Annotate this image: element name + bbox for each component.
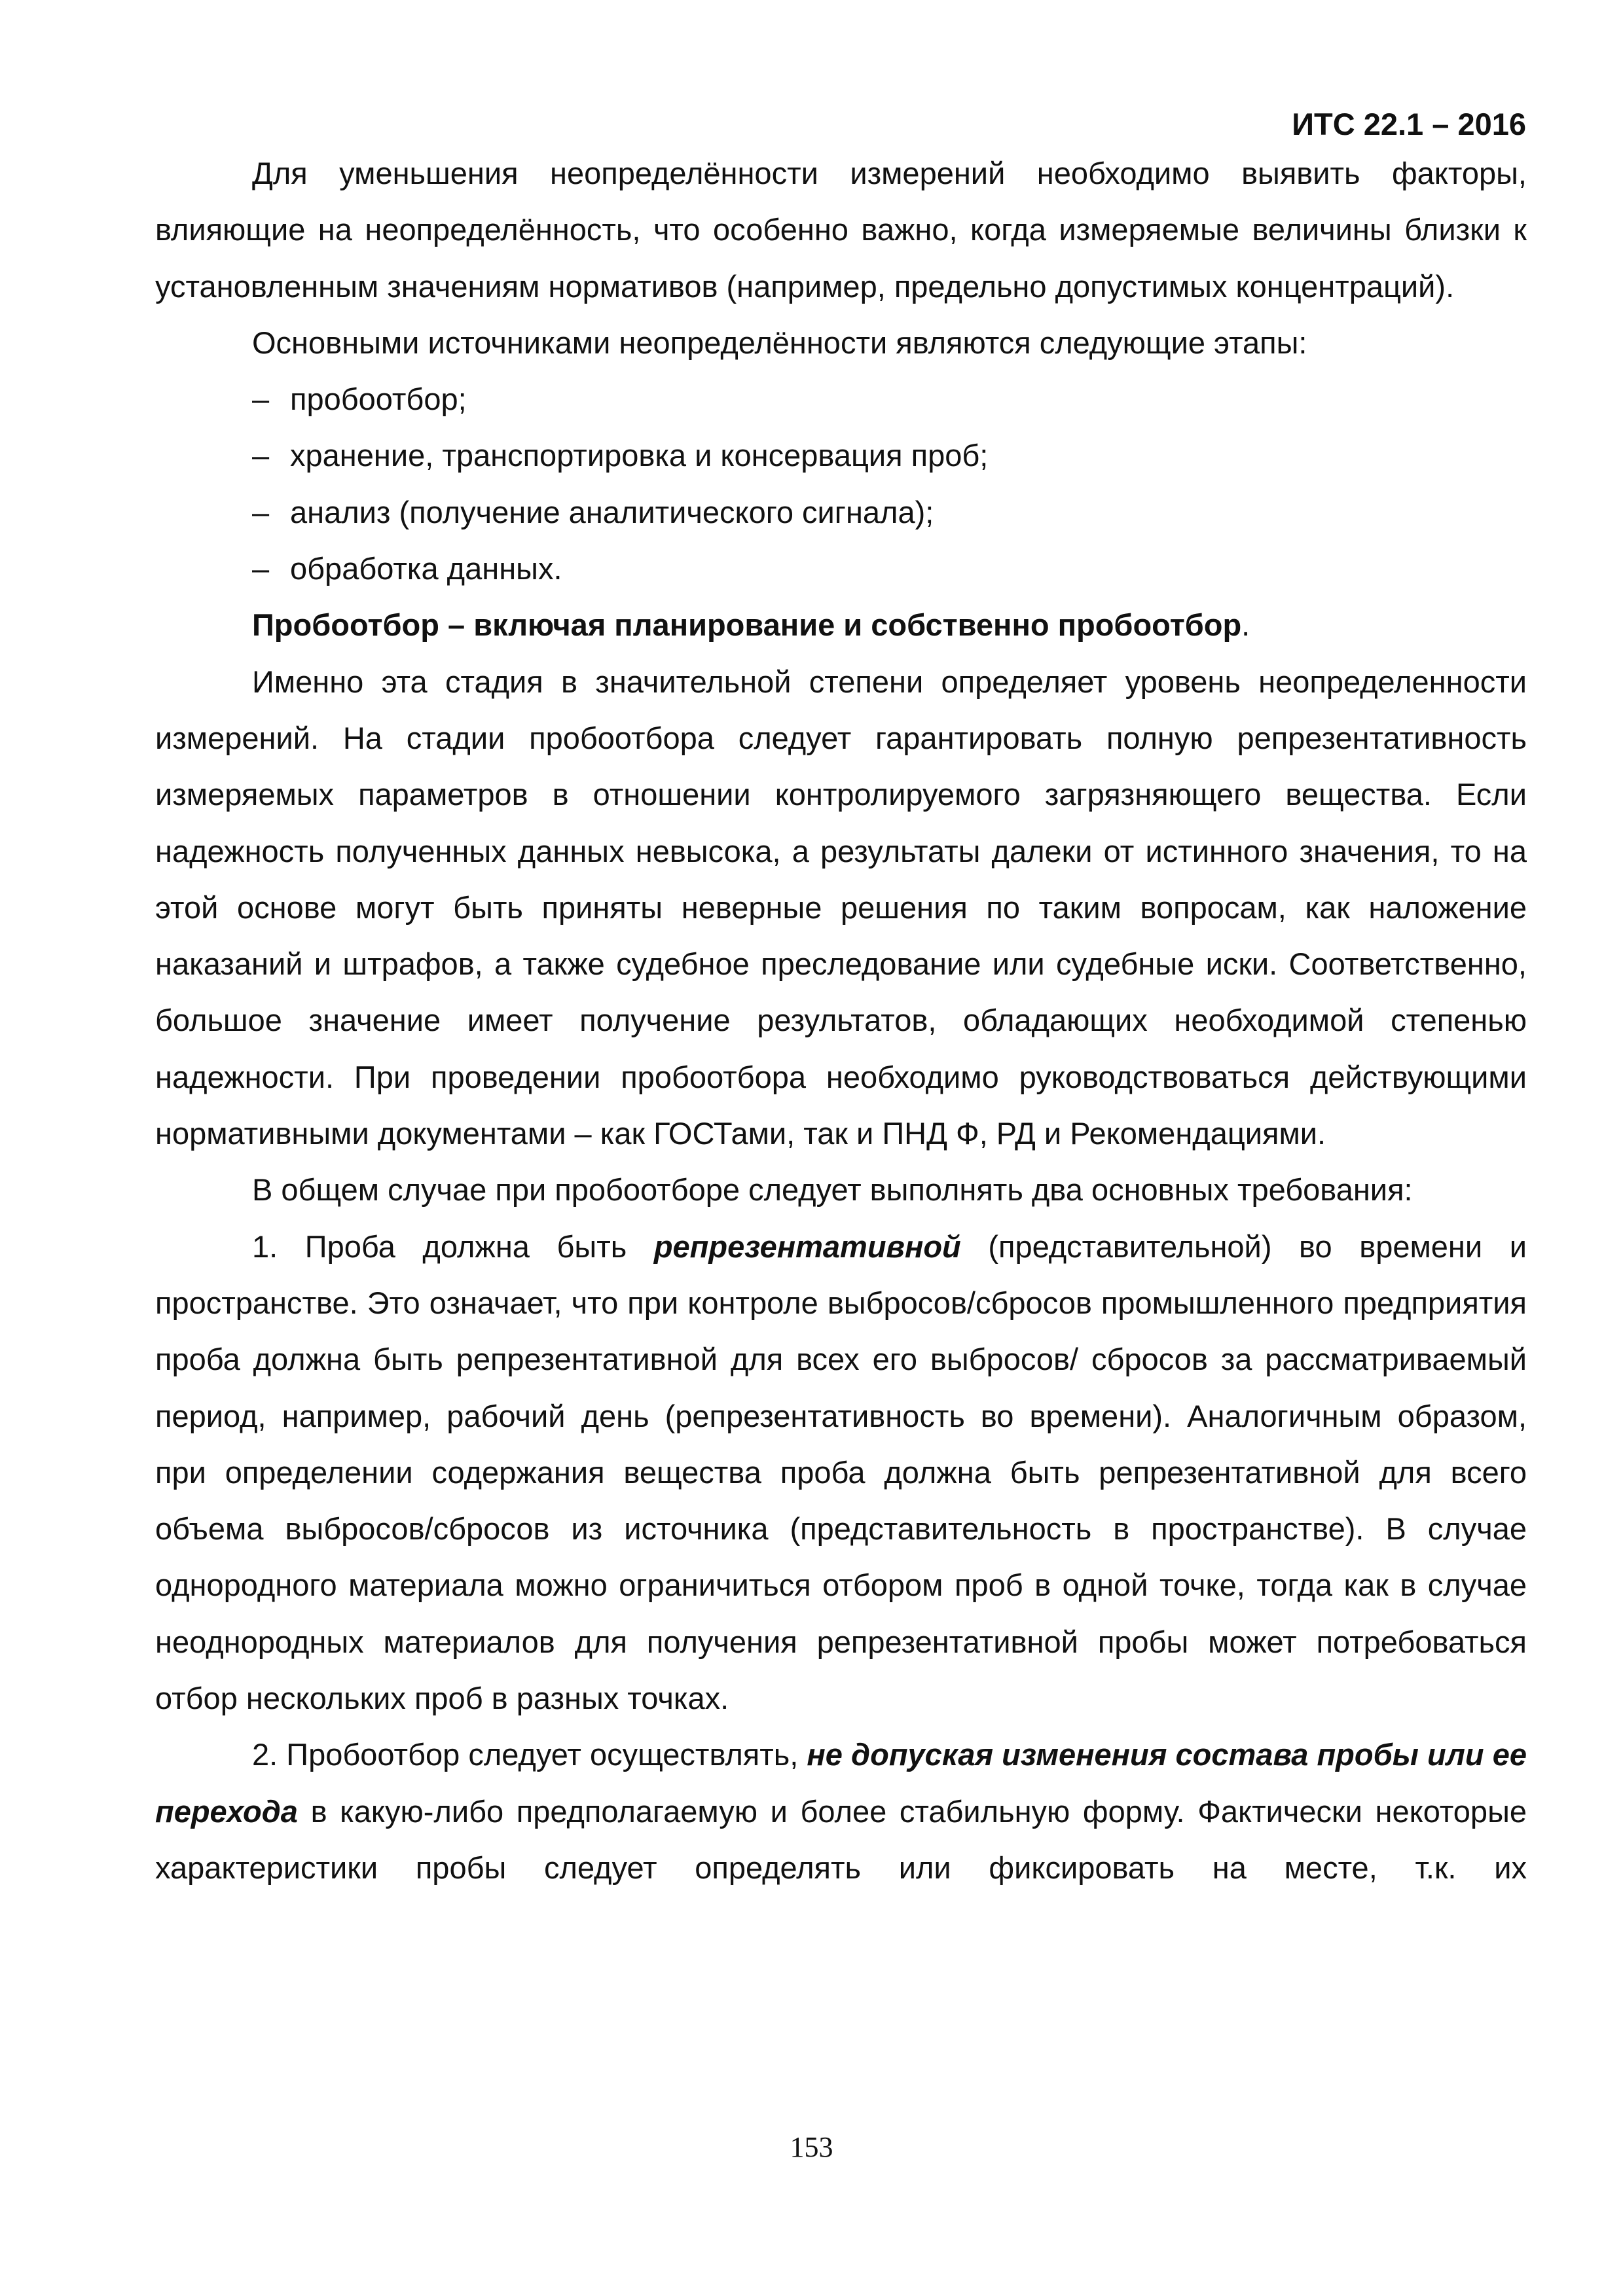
list-item-text: обработка данных.: [290, 551, 562, 586]
document-code-header: ИТС 22.1 – 2016: [1292, 107, 1526, 141]
dash-bullet: –: [252, 382, 270, 417]
requirement-1-body: (представительной) во времени и пространстве. Это означает, что при контроле выбросов/сбросов промышленного предприятия проба должна быть репрезентативной для всех его выбросов/ сбросов за рассматриваемый период, например, рабочий день (репрезентативность во времени). Аналогичным образом, при определении содержания вещества проба должна быть репрезентативной для всего объема выбросов/сбросов из источника (представительность в пространстве). В случае однородного материала можно ограничиться отбором проб в одной точке, тогда как в случае неоднородных материалов для получения репрезентативной пробы может потребоваться отбор нескольких проб в разных точках.: [155, 1229, 1527, 1716]
requirement-1-emphasis: репрезентативной: [653, 1229, 961, 1264]
list-item: [155, 484, 1527, 541]
paragraph-requirements-intro: В общем случае при пробоотборе следует выполнять два основных требования:: [252, 1172, 1413, 1208]
list-item-text: анализ (получение аналитического сигнала);: [290, 494, 934, 529]
list-item: [155, 371, 1527, 427]
paragraph-uncertainty-factors: Для уменьшения неопределённости измерений необходимо выявить факторы, влияющие на неопределённость, что особенно важно, когда измеряемые величины близки к установленным значениям нормативов (например, предельно допустимых концентраций).: [155, 156, 1527, 304]
dash-bullet: –: [252, 551, 270, 586]
section-heading-text: Пробоотбор – включая планирование и собственно пробоотбор: [252, 607, 1242, 643]
list-item: [155, 541, 1527, 597]
list-item-text: пробоотбор;: [290, 382, 467, 417]
paragraph-sources-intro: Основными источниками неопределённости являются следующие этапы:: [252, 325, 1307, 360]
paragraph-sampling-stage: Именно эта стадия в значительной степени определяет уровень неопределенности измерений. На стадии пробоотбора следует гарантировать полную репрезентативность измеряемых параметров в отношении контролируемого загрязняющего вещества. Если надежность полученных данных невысока, а результаты далеки от истинного значения, то на этой основе могут быть приняты неверные решения по таким вопросам, как наложение наказаний и штрафов, а также судебное преследование или судебные иски. Соответственно, большое значение имеет получение результатов, обладающих необходимой степенью надежности. При проведении пробоотбора необходимо руководствоваться действующими нормативными документами – как ГОСТами, так и ПНД Ф, РД и Рекомендациями.: [155, 664, 1527, 1151]
dash-bullet: –: [252, 438, 270, 473]
list-item-text: хранение, транспортировка и консервация проб;: [290, 438, 989, 473]
paragraph-requirement-2: [155, 1727, 1527, 1896]
dash-bullet: –: [252, 494, 270, 529]
requirement-2-lead: 2. Пробоотбор следует осуществлять,: [252, 1737, 807, 1772]
requirement-2-emphasis: не допуская изменения состава пробы или ее перехода: [155, 1737, 1527, 1829]
page-body: [155, 145, 1527, 1896]
page-number: 153: [790, 2131, 833, 2163]
list-item: [155, 427, 1527, 484]
paragraph-requirement-1: [155, 1219, 1527, 1727]
requirement-2-body: в какую-либо предполагаемую и более стабильную форму. Фактически некоторые характеристики пробы следует определять или фиксировать на месте, т.к. их: [155, 1793, 1527, 1885]
requirement-1-lead: 1. Проба должна быть: [252, 1229, 654, 1264]
section-heading-period: .: [1241, 607, 1250, 643]
section-heading-sampling: [155, 597, 1527, 653]
